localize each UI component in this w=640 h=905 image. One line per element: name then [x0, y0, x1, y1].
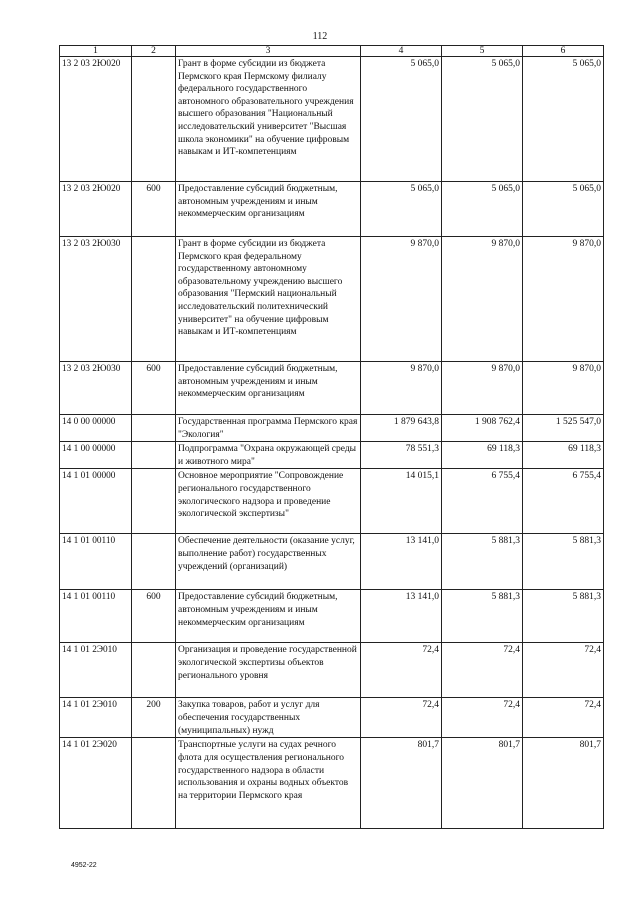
row-name: Предоставление субсидий бюджетным, автономным учреждениям и иным некоммерческим организациям: [176, 182, 361, 237]
row-value-4: 801,7: [361, 738, 442, 829]
row-name: Предоставление субсидий бюджетным, автономным учреждениям и иным некоммерческим организациям: [176, 590, 361, 643]
row-expense-type: [132, 738, 176, 829]
table-row: [60, 590, 604, 643]
row-code: 14 1 00 00000: [60, 442, 132, 469]
row-name: Государственная программа Пермского края "Экология": [176, 415, 361, 442]
column-header-3: 3: [176, 46, 361, 57]
table-header-row: [60, 46, 604, 57]
document-footer-code: 4952-22: [71, 862, 97, 869]
row-value-4: 9 870,0: [361, 237, 442, 362]
row-value-4: 9 870,0: [361, 362, 442, 415]
table-row: [60, 237, 604, 362]
row-value-4: 5 065,0: [361, 182, 442, 237]
row-name: Грант в форме субсидии из бюджета Пермского края Пермскому филиалу федерального государственного автономного образовательного учреждения высшего образования "Национальный исследовательский университет "Высшая школа экономики" на обучение цифровым навыкам и ИТ-компетенциям: [176, 57, 361, 182]
table-row: [60, 469, 604, 534]
row-value-4: 14 015,1: [361, 469, 442, 534]
row-value-6: 69 118,3: [523, 442, 604, 469]
row-code: 13 2 03 2Ю020: [60, 182, 132, 237]
row-value-5: 9 870,0: [442, 237, 523, 362]
row-name: Подпрограмма "Охрана окружающей среды и животного мира": [176, 442, 361, 469]
page-number: 112: [312, 31, 328, 42]
row-value-4: 13 141,0: [361, 590, 442, 643]
column-header-6: 6: [523, 46, 604, 57]
row-value-5: 9 870,0: [442, 362, 523, 415]
row-code: 13 2 03 2Ю030: [60, 237, 132, 362]
row-expense-type: 200: [132, 698, 176, 738]
column-header-2: 2: [132, 46, 176, 57]
row-code: 14 1 01 00000: [60, 469, 132, 534]
budget-table: [59, 45, 604, 829]
row-name: Организация и проведение государственной экологической экспертизы объектов регионального уровня: [176, 643, 361, 698]
row-value-5: 69 118,3: [442, 442, 523, 469]
row-expense-type: [132, 415, 176, 442]
row-value-5: 5 065,0: [442, 182, 523, 237]
row-name: Закупка товаров, работ и услуг для обеспечения государственных (муниципальных) нужд: [176, 698, 361, 738]
row-value-6: 9 870,0: [523, 362, 604, 415]
row-code: 14 1 01 2Э010: [60, 643, 132, 698]
row-expense-type: [132, 237, 176, 362]
row-value-6: 1 525 547,0: [523, 415, 604, 442]
row-value-5: 1 908 762,4: [442, 415, 523, 442]
row-expense-type: [132, 57, 176, 182]
row-value-5: 5 881,3: [442, 534, 523, 590]
row-value-5: 6 755,4: [442, 469, 523, 534]
row-value-6: 72,4: [523, 643, 604, 698]
column-header-5: 5: [442, 46, 523, 57]
table-row: [60, 442, 604, 469]
table-row: [60, 57, 604, 182]
row-expense-type: [132, 534, 176, 590]
table-row: [60, 415, 604, 442]
column-header-1: 1: [60, 46, 132, 57]
row-value-4: 13 141,0: [361, 534, 442, 590]
row-value-5: 5 065,0: [442, 57, 523, 182]
row-expense-type: 600: [132, 362, 176, 415]
column-header-4: 4: [361, 46, 442, 57]
table-row: [60, 534, 604, 590]
row-value-6: 72,4: [523, 698, 604, 738]
row-name: Основное мероприятие "Сопровождение регионального государственного экологического надзора и проведение экологической экспертизы": [176, 469, 361, 534]
row-name: Предоставление субсидий бюджетным, автономным учреждениям и иным некоммерческим организациям: [176, 362, 361, 415]
row-code: 14 1 01 2Э020: [60, 738, 132, 829]
row-value-6: 5 881,3: [523, 534, 604, 590]
row-name: Обеспечение деятельности (оказание услуг, выполнение работ) государственных учреждений (организаций): [176, 534, 361, 590]
row-code: 13 2 03 2Ю020: [60, 57, 132, 182]
table-row: [60, 698, 604, 738]
row-expense-type: [132, 442, 176, 469]
row-name: Грант в форме субсидии из бюджета Пермского края федеральному государственному автономному образовательному учреждению высшего образования "Пермский национальный исследовательский политехнический университет" на обучение цифровым навыкам и ИТ-компетенциям: [176, 237, 361, 362]
row-value-6: 6 755,4: [523, 469, 604, 534]
row-code: 14 1 01 00110: [60, 590, 132, 643]
table-row: [60, 362, 604, 415]
table-row: [60, 643, 604, 698]
table-row: [60, 182, 604, 237]
row-code: 14 1 01 00110: [60, 534, 132, 590]
row-code: 14 1 01 2Э010: [60, 698, 132, 738]
row-expense-type: [132, 469, 176, 534]
row-value-4: 78 551,3: [361, 442, 442, 469]
row-value-5: 72,4: [442, 643, 523, 698]
row-value-4: 1 879 643,8: [361, 415, 442, 442]
row-code: 13 2 03 2Ю030: [60, 362, 132, 415]
row-value-5: 72,4: [442, 698, 523, 738]
row-value-6: 5 881,3: [523, 590, 604, 643]
row-value-6: 9 870,0: [523, 237, 604, 362]
row-expense-type: 600: [132, 590, 176, 643]
row-value-4: 5 065,0: [361, 57, 442, 182]
row-value-5: 801,7: [442, 738, 523, 829]
row-name: Транспортные услуги на судах речного флота для осуществления регионального государственного надзора в области использования и охраны водных объектов на территории Пермского края: [176, 738, 361, 829]
row-value-6: 5 065,0: [523, 182, 604, 237]
row-value-5: 5 881,3: [442, 590, 523, 643]
row-expense-type: [132, 643, 176, 698]
row-value-6: 5 065,0: [523, 57, 604, 182]
row-value-6: 801,7: [523, 738, 604, 829]
row-expense-type: 600: [132, 182, 176, 237]
row-value-4: 72,4: [361, 698, 442, 738]
row-value-4: 72,4: [361, 643, 442, 698]
table-row: [60, 738, 604, 829]
row-code: 14 0 00 00000: [60, 415, 132, 442]
